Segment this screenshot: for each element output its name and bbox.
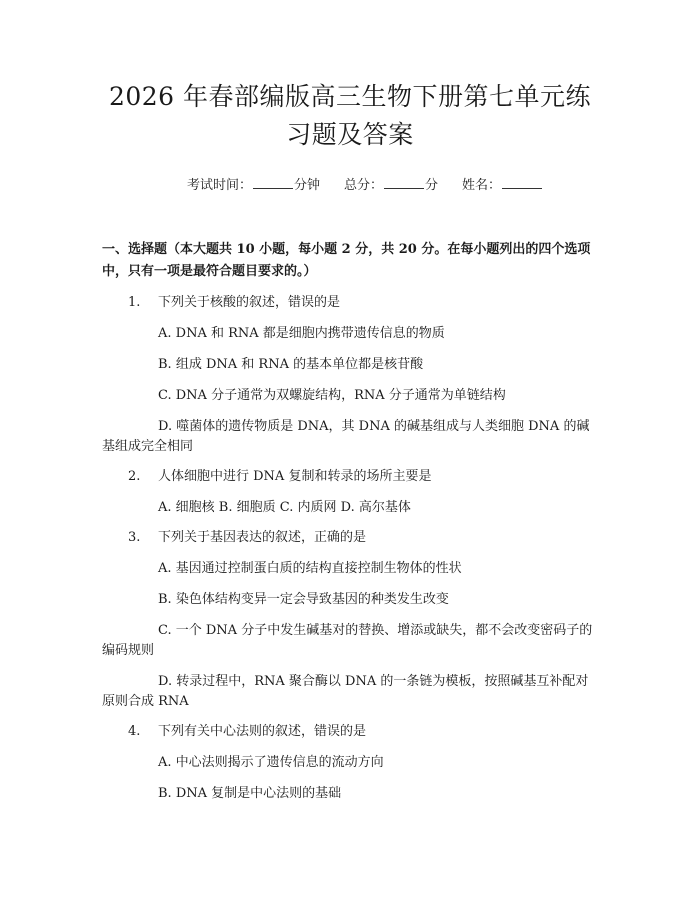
question-number: 2.	[128, 469, 141, 484]
question-1-option-d: D. 噬菌体的遗传物质是 DNA，其 DNA 的碱基组成与人类细胞 DNA 的碱基组成完全相同	[102, 419, 590, 454]
name-label: 姓名：	[462, 178, 502, 193]
question-text: 下列关于核酸的叙述，错误的是	[158, 295, 341, 310]
question-2-options: A. 细胞核 B. 细胞质 C. 内质网 D. 高尔基体	[158, 500, 411, 515]
document-title: 2026 年春部编版高三生物下册第七单元练习题及答案	[108, 82, 592, 149]
question-4-stem	[102, 722, 598, 742]
question-3-option-d: D. 转录过程中，RNA 聚合酶以 DNA 的一条链为模板，按照碱基互补配对原则合成 RNA	[102, 674, 589, 709]
section-heading-choice: 一、选择题（本大题共 10 小题，每小题 2 分，共 20 分。在每小题列出的四个选项中，只有一项是最符合题目要求的。）	[102, 242, 591, 279]
question-3-option-c: C. 一个 DNA 分子中发生碱基对的替换、增添或缺失，都不会改变密码子的编码规则	[102, 623, 593, 658]
question-1-stem	[102, 293, 598, 313]
total-score-blank	[384, 176, 424, 189]
question-1-option-c: C. DNA 分子通常为双螺旋结构，RNA 分子通常为单链结构	[158, 388, 506, 403]
question-number: 4.	[128, 724, 141, 739]
question-text: 下列有关中心法则的叙述，错误的是	[158, 724, 367, 739]
question-3-option-b: B. 染色体结构变异一定会导致基因的种类发生改变	[158, 592, 449, 607]
question-4-option-b: B. DNA 复制是中心法则的基础	[158, 786, 342, 801]
total-score-label: 总分：	[343, 178, 383, 193]
question-text: 下列关于基因表达的叙述，正确的是	[158, 530, 367, 545]
total-score-unit: 分	[425, 178, 439, 193]
exam-time-unit: 分钟	[293, 178, 320, 193]
question-number: 3.	[128, 530, 141, 545]
question-4-option-a: A. 中心法则揭示了遗传信息的流动方向	[158, 755, 384, 770]
exam-meta-line	[102, 176, 598, 195]
question-3-stem	[102, 528, 598, 548]
exam-time-label: 考试时间：	[186, 178, 252, 193]
exam-time-blank	[253, 176, 293, 189]
total-score-field	[344, 176, 438, 195]
question-1-option-a: A. DNA 和 RNA 都是细胞内携带遗传信息的物质	[158, 326, 445, 341]
question-number: 1.	[128, 295, 141, 310]
question-1-option-b: B. 组成 DNA 和 RNA 的基本单位都是核苷酸	[158, 357, 424, 372]
exam-time-field	[187, 176, 320, 195]
question-2-stem	[102, 467, 598, 487]
question-text: 人体细胞中进行 DNA 复制和转录的场所主要是	[158, 469, 432, 484]
name-field	[462, 176, 543, 195]
question-3-option-a: A. 基因通过控制蛋白质的结构直接控制生物体的性状	[158, 561, 462, 576]
name-blank	[502, 176, 542, 189]
